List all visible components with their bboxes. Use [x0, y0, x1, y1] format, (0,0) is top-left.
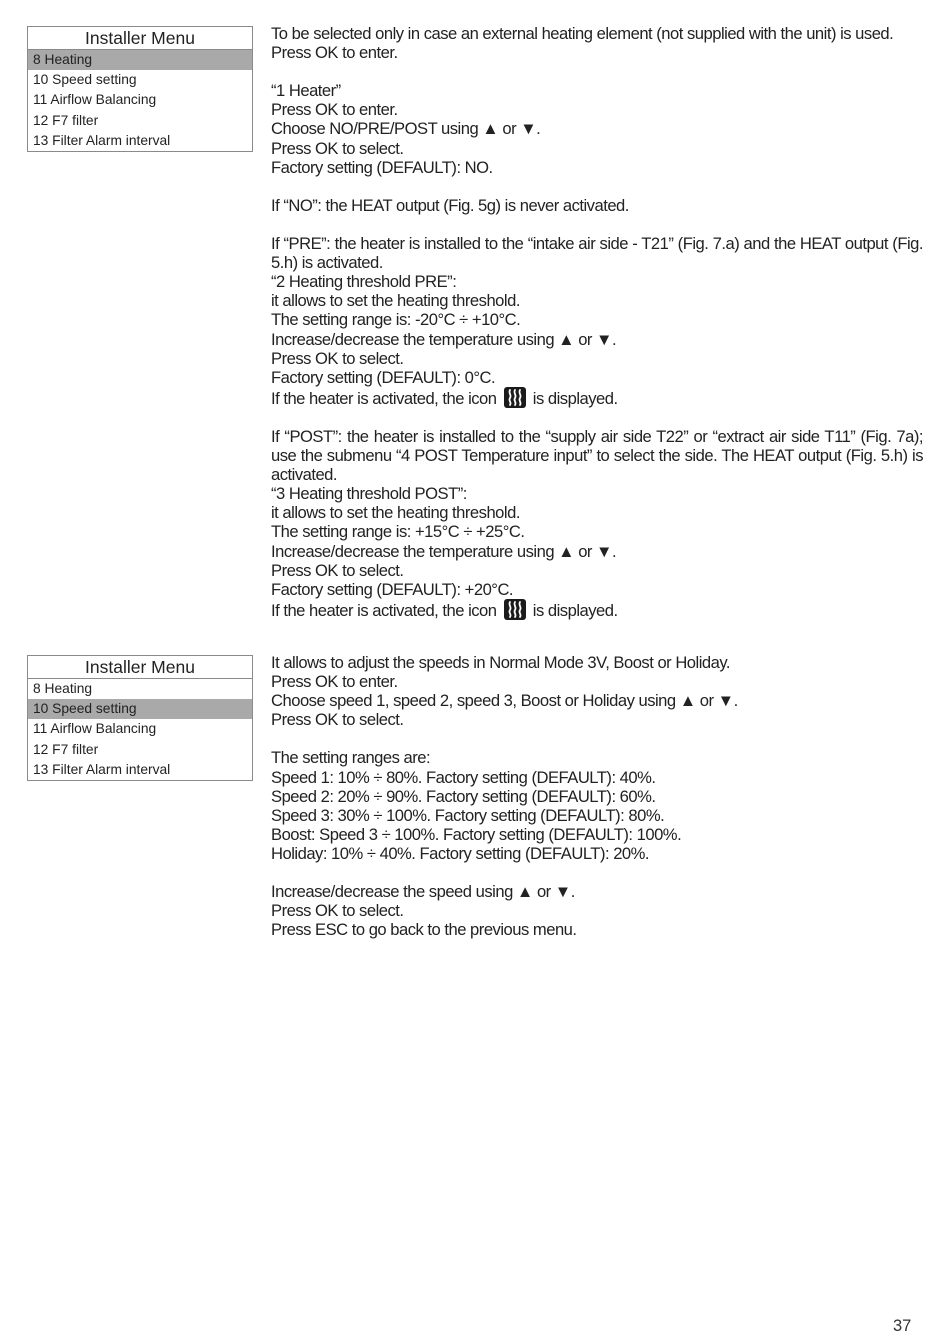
menu-item-filter-alarm-interval[interactable]: 13 Filter Alarm interval — [33, 132, 171, 148]
pre-line: Increase/decrease the temperature using ▲ or ▼. — [271, 329, 617, 349]
speed-line: Press OK to enter. — [271, 672, 398, 692]
icon-line-text: If the heater is activated, the icon — [271, 388, 497, 408]
pre-icon-line — [271, 387, 923, 408]
range-line: Holiday: 10% ÷ 40%. Factory setting (DEFAULT): 20%. — [271, 843, 650, 863]
page-number: 37 — [893, 1317, 912, 1335]
post-icon-line — [271, 599, 923, 620]
speed-line: Choose speed 1, speed 2, speed 3, Boost or Holiday using ▲ or ▼. — [271, 691, 738, 711]
speed-line: Press OK to select. — [271, 901, 404, 921]
heater-line: Choose NO/PRE/POST using ▲ or ▼. — [271, 119, 541, 139]
speed-line: Press ESC to go back to the previous menu. — [271, 920, 577, 940]
ranges-title: The setting ranges are: — [271, 748, 431, 768]
menu-item-f7-filter[interactable]: 12 F7 filter — [33, 112, 99, 128]
post-option-text: If “POST”: the heater is installed to the “supply air side T22” or “extract air side T11” (Fig. 7a); use the submenu “4 POST Temperature input” to select the side. The HEAT output (Fig. 5.h) is activated. — [271, 426, 923, 485]
installer-menu-heating — [27, 26, 253, 152]
menu-item-heating[interactable]: 8 Heating — [28, 50, 252, 70]
post-line: Increase/decrease the temperature using ▲ or ▼. — [271, 541, 617, 561]
pre-line: Factory setting (DEFAULT): 0°C. — [271, 367, 496, 387]
post-line: “3 Heating threshold POST”: — [271, 484, 467, 504]
heater-line: Factory setting (DEFAULT): NO. — [271, 157, 493, 177]
menu-title: Installer Menu — [28, 656, 252, 679]
post-line: Factory setting (DEFAULT): +20°C. — [271, 579, 514, 599]
icon-line-text: If the heater is activated, the icon — [271, 600, 497, 620]
pre-line: Press OK to select. — [271, 348, 404, 368]
pre-line: The setting range is: -20°C ÷ +10°C. — [271, 310, 521, 330]
intro-line: Press OK to enter. — [271, 43, 398, 63]
no-option-text: If “NO”: the HEAT output (Fig. 5g) is never activated. — [271, 195, 629, 215]
menu-item-speed-setting[interactable]: 10 Speed setting — [28, 699, 252, 719]
menu-item-heating[interactable]: 8 Heating — [33, 681, 93, 696]
heater-line: Press OK to select. — [271, 138, 404, 158]
menu-item-airflow-balancing[interactable]: 11 Airflow Balancing — [33, 721, 157, 737]
post-line: Press OK to select. — [271, 560, 404, 580]
post-line: The setting range is: +15°C ÷ +25°C. — [271, 522, 525, 542]
range-line: Boost: Speed 3 ÷ 100%. Factory setting (DEFAULT): 100%. — [271, 824, 682, 844]
heating-description — [271, 24, 923, 620]
speed-setting-description — [271, 653, 923, 939]
icon-line-text: is displayed. — [532, 388, 618, 408]
speed-line: It allows to adjust the speeds in Normal Mode 3V, Boost or Holiday. — [271, 653, 731, 672]
range-line: Speed 3: 30% ÷ 100%. Factory setting (DEFAULT): 80%. — [271, 805, 665, 825]
pre-line: it allows to set the heating threshold. — [271, 291, 520, 311]
pre-line: “2 Heating threshold PRE”: — [271, 272, 457, 292]
installer-menu-speed — [27, 655, 253, 781]
menu-item-airflow-balancing[interactable]: 11 Airflow Balancing — [33, 92, 157, 108]
menu-item-f7-filter[interactable]: 12 F7 filter — [33, 741, 99, 757]
menu-item-speed-setting[interactable]: 10 Speed setting — [33, 72, 137, 88]
speed-line: Press OK to select. — [271, 710, 404, 730]
speed-line: Increase/decrease the speed using ▲ or ▼. — [271, 882, 575, 902]
post-line: it allows to set the heating threshold. — [271, 503, 520, 523]
heater-title: “1 Heater” — [271, 81, 341, 101]
range-line: Speed 1: 10% ÷ 80%. Factory setting (DEFAULT): 40%. — [271, 767, 656, 787]
menu-item-filter-alarm-interval[interactable]: 13 Filter Alarm interval — [33, 761, 171, 777]
heater-line: Press OK to enter. — [271, 100, 398, 120]
intro-line: To be selected only in case an external heating element (not supplied with the unit) is used. — [271, 24, 894, 43]
heater-icon — [504, 599, 526, 620]
heater-icon — [504, 387, 526, 408]
range-line: Speed 2: 20% ÷ 90%. Factory setting (DEFAULT): 60%. — [271, 786, 656, 806]
icon-line-text: is displayed. — [532, 600, 618, 620]
menu-title: Installer Menu — [28, 27, 252, 50]
pre-option-text: If “PRE”: the heater is installed to the “intake air side - T21” (Fig. 7.a) and the HEAT output (Fig. 5.h) is activated. — [271, 234, 923, 273]
